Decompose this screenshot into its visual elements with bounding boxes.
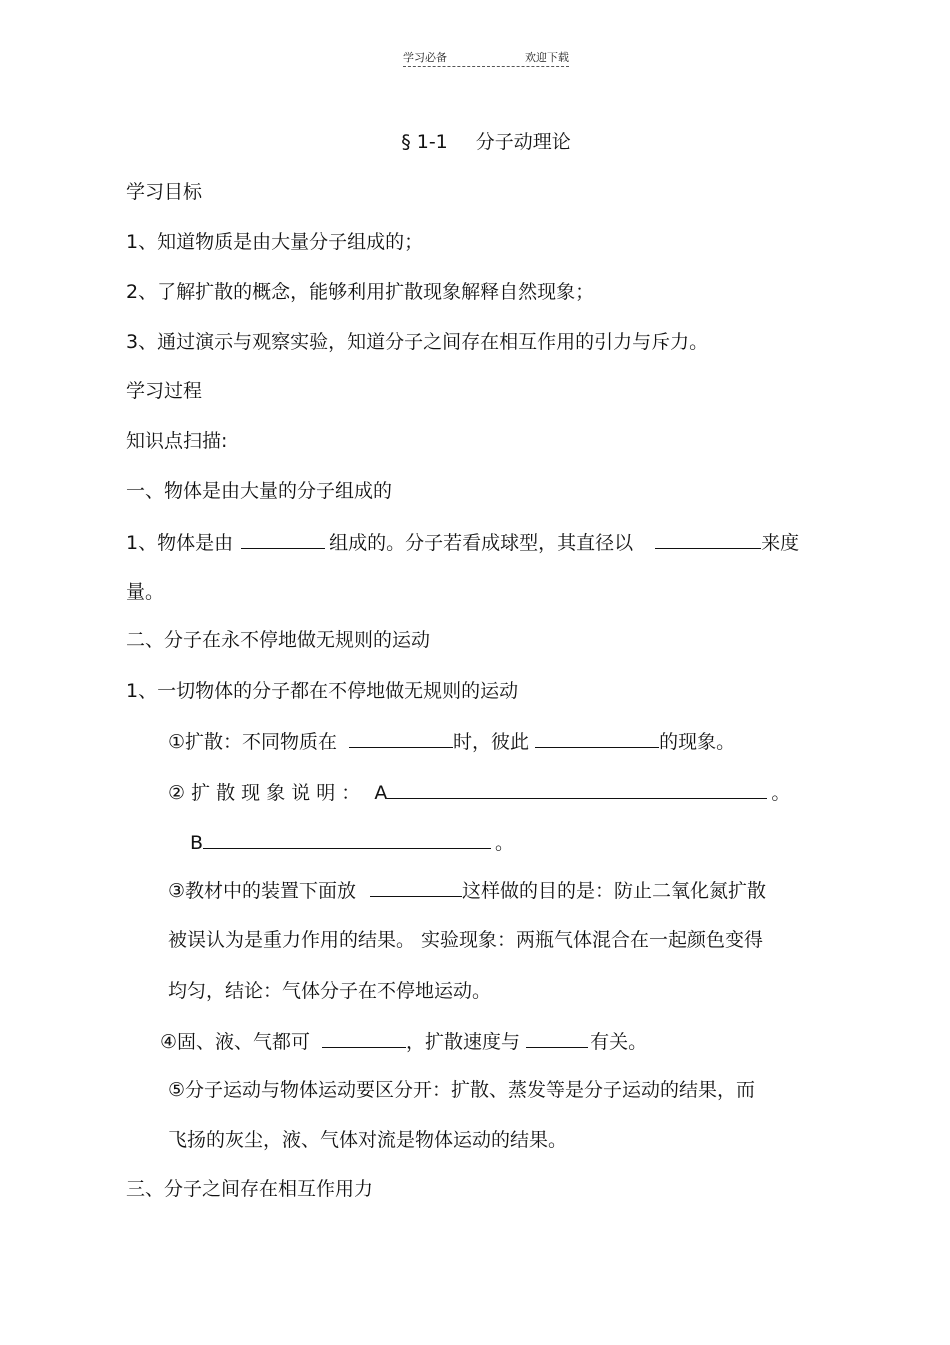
header-left-text: 学习必备 xyxy=(403,51,447,64)
header-right-text: 欢迎下载 xyxy=(525,51,569,64)
item-text: ，扩散速度与 xyxy=(406,1031,521,1053)
section-number: § 1-1 xyxy=(401,131,448,153)
item-4 xyxy=(160,1028,647,1055)
item-3-cont: 被误认为是重力作用的结果。 实验现象：两瓶气体混合在一起颜色变得 xyxy=(168,929,764,951)
process-heading: 学习过程 xyxy=(126,380,203,402)
question-text: 1、物体是由 xyxy=(126,532,234,554)
answer-blank xyxy=(387,779,767,799)
item-text: ①扩散：不同物质在 xyxy=(168,731,338,753)
answer-blank xyxy=(535,728,659,748)
answer-blank xyxy=(526,1028,588,1048)
item-2-cont xyxy=(190,829,514,856)
item-1 xyxy=(168,728,735,755)
goal-item: 2、了解扩散的概念，能够利用扩散现象解释自然现象； xyxy=(126,281,595,303)
part2-heading: 二、分子在永不停地做无规则的运动 xyxy=(126,629,431,651)
question-1-cont: 量。 xyxy=(126,581,165,603)
item-text: 有关。 xyxy=(590,1031,648,1053)
title-text: 分子动理论 xyxy=(475,131,571,153)
item-label-b: B xyxy=(190,832,204,854)
item-5: ⑤分子运动与物体运动要区分开：扩散、蒸发等是分子运动的结果，而 xyxy=(168,1079,756,1101)
answer-blank xyxy=(241,529,325,549)
item-2 xyxy=(168,779,790,806)
item-3-cont: 均匀，结论：气体分子在不停地运动。 xyxy=(168,980,492,1002)
page-header xyxy=(403,50,569,67)
answer-blank xyxy=(370,877,462,897)
page-title xyxy=(0,128,950,156)
goal-item: 3、通过演示与观察实验，知道分子之间存在相互作用的引力与斥力。 xyxy=(126,331,709,353)
part2-sub1: 1、一切物体的分子都在不停地做无规则的运动 xyxy=(126,680,519,702)
item-text: ④固、液、气都可 xyxy=(160,1031,311,1053)
item-text: 。 xyxy=(771,782,791,804)
item-text: 的现象。 xyxy=(659,731,736,753)
item-label-a: A xyxy=(374,782,388,804)
answer-blank xyxy=(322,1028,406,1048)
scan-heading: 知识点扫描: xyxy=(126,430,228,452)
answer-blank xyxy=(203,829,491,849)
item-3 xyxy=(168,877,766,904)
part1-heading: 一、物体是由大量的分子组成的 xyxy=(126,480,393,502)
part3-heading: 三、分子之间存在相互作用力 xyxy=(126,1178,374,1200)
item-text: 时，彼此 xyxy=(453,731,530,753)
goal-item: 1、知道物质是由大量分子组成的； xyxy=(126,231,424,253)
question-text: 组成的。分子若看成球型，其直径以 xyxy=(329,532,634,554)
goals-heading: 学习目标 xyxy=(126,181,203,203)
answer-blank xyxy=(349,728,453,748)
item-text: 这样做的目的是：防止二氧化氮扩散 xyxy=(462,880,767,902)
item-text: ② 扩 散 现 象 说 明 ： xyxy=(168,782,361,804)
item-5-cont: 飞扬的灰尘，液、气体对流是物体运动的结果。 xyxy=(168,1129,568,1151)
item-text: 。 xyxy=(495,832,515,854)
answer-blank xyxy=(655,529,761,549)
question-1 xyxy=(126,529,799,556)
item-text: ③教材中的装置下面放 xyxy=(168,880,357,902)
question-text: 来度 xyxy=(761,532,800,554)
